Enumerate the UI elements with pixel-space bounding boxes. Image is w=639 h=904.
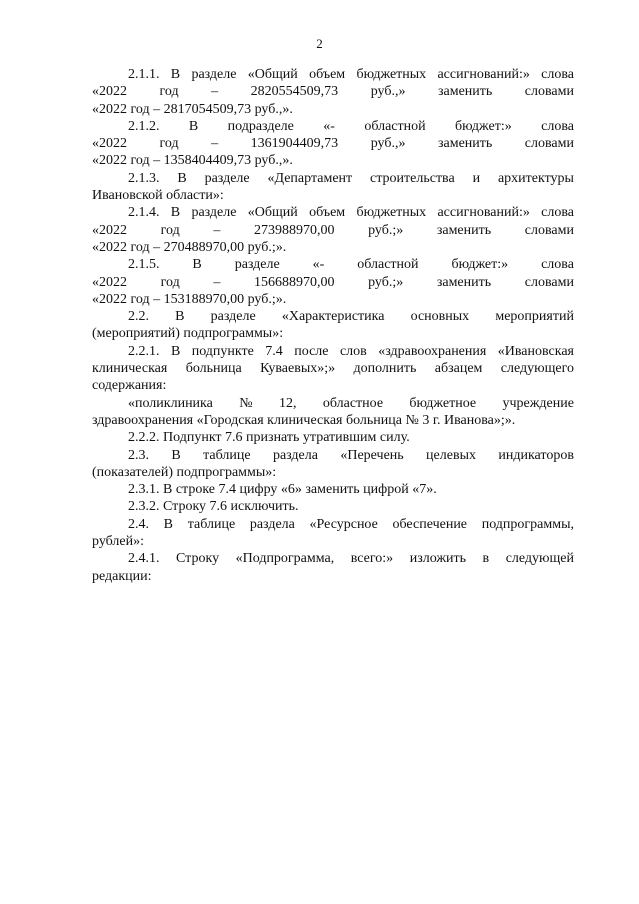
word: раздела <box>272 447 318 463</box>
text-line: «2022 год – 153188970,00 руб.;». <box>92 291 287 307</box>
paragraph-p24 <box>92 516 574 551</box>
text-line <box>92 395 574 412</box>
word: «Характеристика <box>281 309 385 325</box>
word: разделе <box>234 257 280 273</box>
word: и <box>472 170 481 186</box>
word: «2022 <box>92 84 127 100</box>
word: 12, <box>278 395 297 411</box>
word: № <box>239 395 253 411</box>
word: – <box>213 222 221 238</box>
word: индикаторов <box>498 447 574 463</box>
word: «Департамент <box>267 170 353 186</box>
paragraph-p211 <box>92 66 574 118</box>
word: руб.,» <box>370 136 406 152</box>
text-line: (мероприятий) подпрограммы»: <box>92 326 284 342</box>
word: 2.1.3. <box>128 170 160 186</box>
text-line: 2.2.1. В подпункте 7.4 после слов «здравоохранения «Ивановская <box>128 343 574 359</box>
word: «2022 <box>92 136 127 152</box>
word: год <box>160 274 180 290</box>
word: целевых <box>426 447 476 463</box>
word: – <box>213 274 221 290</box>
word: архитектуры <box>497 170 574 186</box>
paragraph-p214 <box>92 204 574 256</box>
word: руб.,» <box>370 84 406 100</box>
word: руб.;» <box>368 274 404 290</box>
page-number: 2 <box>316 36 323 51</box>
word: бюджет:» <box>455 118 512 134</box>
word: слова <box>541 118 574 134</box>
word: руб.;» <box>368 222 404 238</box>
word: 2.3. <box>128 447 149 463</box>
text-line: «2022 год – 270488970,00 руб.;». <box>92 239 287 255</box>
word: В <box>192 257 202 273</box>
word: основных <box>410 309 470 325</box>
word: 2.2. <box>128 309 149 325</box>
word: слова <box>541 257 574 273</box>
paragraph-p231 <box>92 481 574 498</box>
word: 1361904409,73 <box>250 136 339 152</box>
text-line: клиническая больница Куваевых»;» дополнить абзацем следующего <box>92 361 574 377</box>
word: разделе <box>210 309 256 325</box>
word: – <box>211 84 219 100</box>
word: «2022 <box>92 274 127 290</box>
word: В <box>177 170 187 186</box>
word: «- <box>312 257 325 273</box>
word: словами <box>524 136 574 152</box>
word: областной <box>357 257 419 273</box>
word: заменить <box>437 84 493 100</box>
word: областное <box>322 395 384 411</box>
text-line: 2.4.1. Строку «Подпрограмма, всего:» изложить в следующей <box>128 551 574 567</box>
word: заменить <box>436 274 492 290</box>
text-line: редакции: <box>92 568 152 584</box>
word: год <box>160 222 180 238</box>
word: словами <box>524 84 574 100</box>
text-line <box>92 83 574 100</box>
word: разделе <box>204 170 250 186</box>
word: словами <box>524 274 574 290</box>
text-line <box>92 308 574 325</box>
word: строительства <box>370 170 455 186</box>
word: бюджет:» <box>451 257 509 273</box>
word: заменить <box>436 222 492 238</box>
paragraph-p222 <box>92 429 574 446</box>
paragraph-pquote <box>92 395 574 430</box>
paragraph-p241 <box>92 550 574 585</box>
document-body <box>92 66 574 585</box>
text-line: рублей»: <box>92 534 144 550</box>
text-line: 2.1.1. В разделе «Общий объем бюджетных ассигнований:» слова <box>128 67 574 82</box>
paragraph-p221 <box>92 343 574 395</box>
word: В <box>188 118 199 134</box>
word: «Перечень <box>340 447 404 463</box>
word: 2.1.5. <box>128 257 160 273</box>
paragraph-p213 <box>92 170 574 205</box>
word: – <box>211 136 219 152</box>
text-line: 2.3.1. В строке 7.4 цифру «6» заменить цифрой «7». <box>128 482 437 498</box>
word: учреждение <box>502 395 574 411</box>
word: В <box>171 447 181 463</box>
text-line: «2022 год – 1358404409,73 руб.,». <box>92 153 293 169</box>
word: мероприятий <box>495 309 574 325</box>
word: областной <box>364 118 426 134</box>
text-line: (показателей) подпрограммы»: <box>92 464 277 480</box>
text-line: «2022 год – 2817054509,73 руб.,». <box>92 101 293 117</box>
word: В <box>175 309 185 325</box>
text-line <box>92 170 574 187</box>
text-line <box>92 222 574 239</box>
paragraph-p23 <box>92 447 574 482</box>
word: 156688970,00 <box>253 274 335 290</box>
word: «поликлиника <box>128 395 213 411</box>
word: 2.1.2. <box>128 118 160 134</box>
text-line <box>92 447 574 464</box>
text-line: 2.1.4. В разделе «Общий объем бюджетных ассигнований:» слова <box>128 205 574 221</box>
word: 273988970,00 <box>253 222 335 238</box>
paragraph-p212 <box>92 118 574 170</box>
word: заменить <box>437 136 493 152</box>
paragraph-p232 <box>92 498 574 515</box>
word: «2022 <box>92 222 127 238</box>
word: словами <box>524 222 574 238</box>
text-line: 2.2.2. Подпункт 7.6 признать утратившим силу. <box>128 430 410 446</box>
paragraph-p22 <box>92 308 574 343</box>
text-line <box>92 274 574 291</box>
word: 2820554509,73 <box>250 84 339 100</box>
word: бюджетное <box>409 395 477 411</box>
word: год <box>159 84 179 100</box>
word: «- <box>323 118 335 134</box>
text-line: 2.3.2. Строку 7.6 исключить. <box>128 499 299 515</box>
text-line: 2.4. В таблице раздела «Ресурсное обеспечение подпрограммы, <box>128 516 574 532</box>
word: год <box>159 136 179 152</box>
word: таблице <box>203 447 251 463</box>
text-line: содержания: <box>92 378 167 394</box>
paragraph-p215 <box>92 256 574 308</box>
text-line: Ивановской области»: <box>92 188 224 204</box>
text-line <box>92 256 574 273</box>
word: подразделе <box>227 118 294 134</box>
text-line <box>92 135 574 152</box>
text-line: здравоохранения «Городская клиническая больница № 3 г. Иванова»;». <box>92 412 516 428</box>
text-line <box>92 118 574 135</box>
